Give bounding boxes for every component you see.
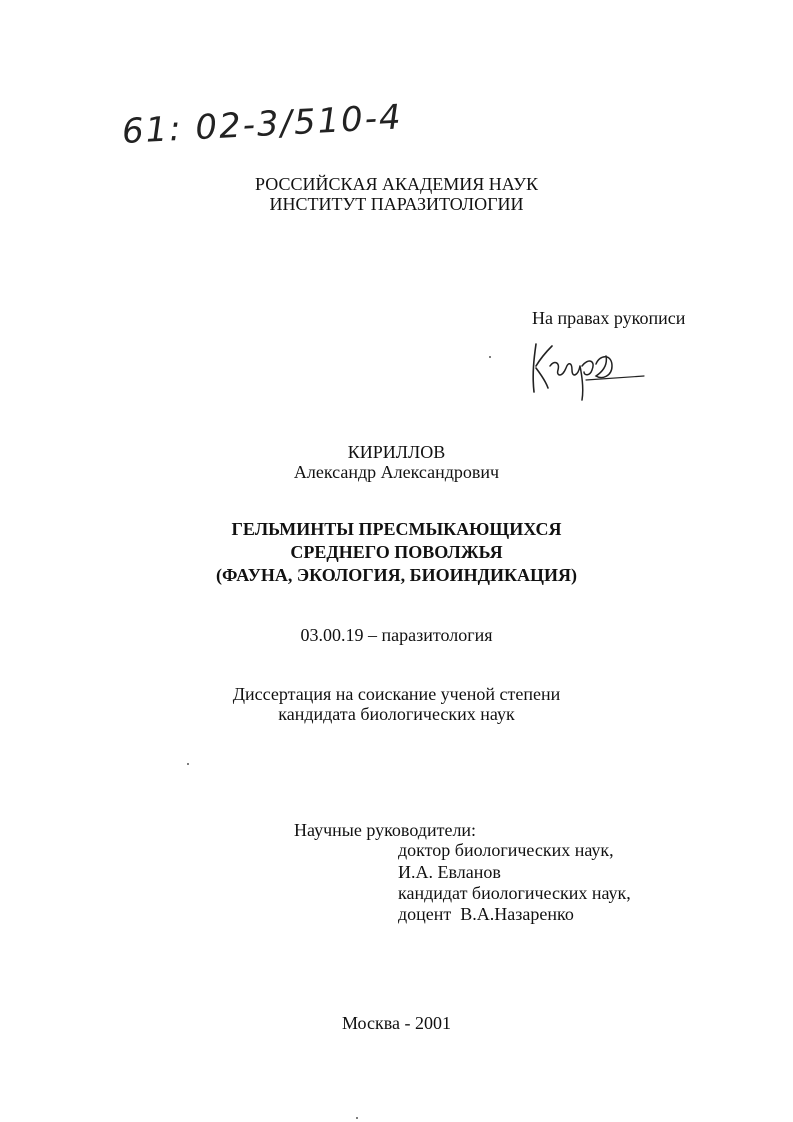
supervisors-heading: Научные руководители: [294,820,477,840]
supervisor-line: доцент В.А.Назаренко [398,904,574,924]
speck [187,763,189,765]
manuscript-rights: На правах рукописи [532,308,686,328]
supervisor-line: доктор биологических наук, [398,840,614,860]
institute-name: ИНСТИТУТ ПАРАЗИТОЛОГИИ [269,194,524,214]
title-line: ГЕЛЬМИНТЫ ПРЕСМЫКАЮЩИХСЯ [231,519,562,539]
degree-line: кандидата биологических наук [278,704,515,724]
signature [522,336,652,406]
supervisor-line: И.А. Евланов [398,862,501,882]
author-surname: КИРИЛЛОВ [347,442,446,462]
degree-line: Диссертация на соискание ученой степени [232,684,561,704]
supervisor-line: кандидат биологических наук, [398,883,631,903]
signature-drawing [522,336,652,406]
title-line: (ФАУНА, ЭКОЛОГИЯ, БИОИНДИКАЦИЯ) [215,565,578,585]
archive-number: 61: 02-3/510-4 [120,97,404,152]
specialty: 03.00.19 – паразитология [300,625,493,645]
title-line: СРЕДНЕГО ПОВОЛЖЬЯ [290,542,503,562]
place-year: Москва - 2001 [342,1013,451,1033]
author-given-names: Александр Александрович [293,462,500,482]
speck [356,1117,358,1119]
academy-name: РОССИЙСКАЯ АКАДЕМИЯ НАУК [255,174,538,194]
speck [489,356,491,358]
